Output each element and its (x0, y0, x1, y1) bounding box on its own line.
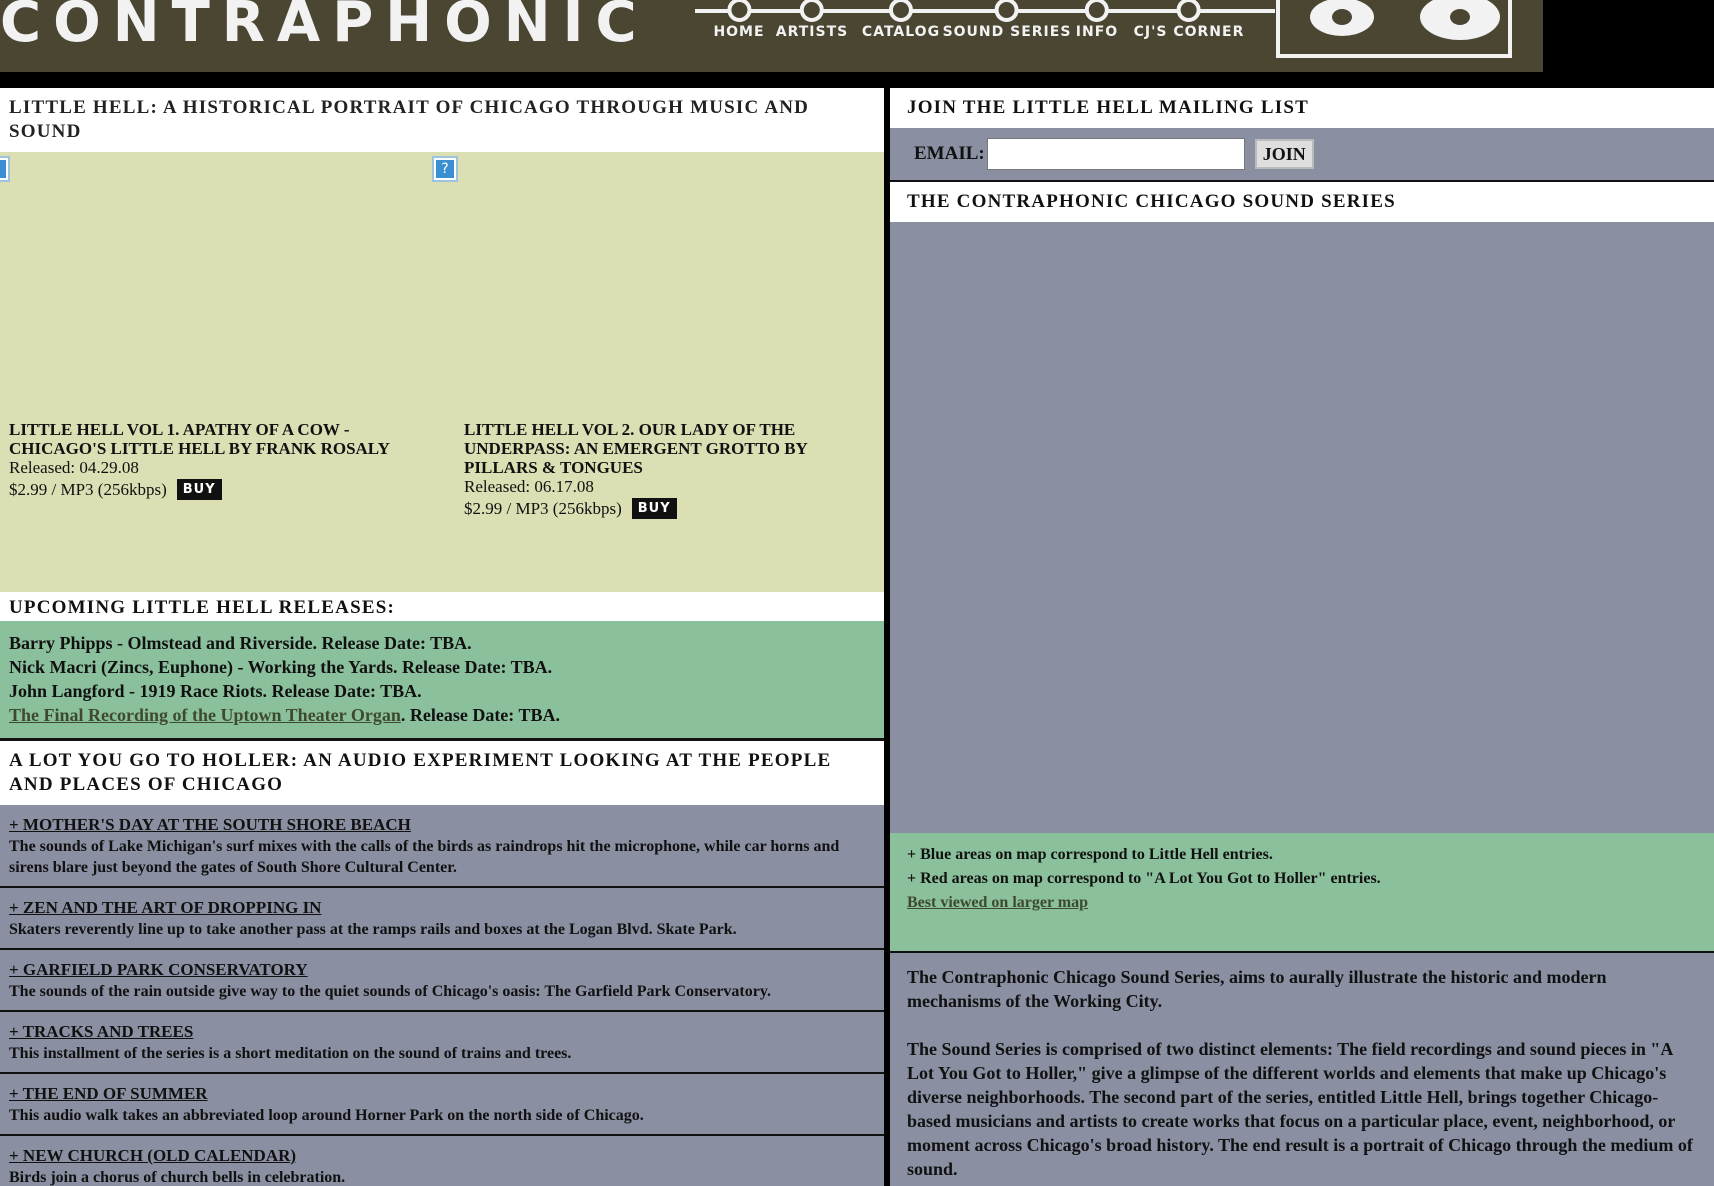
about-paragraph: The Contraphonic Chicago Sound Series, aims to aurally illustrate the historic and modern mechanisms of the Working City. (907, 967, 1607, 1011)
buy-button[interactable]: BUY (177, 479, 222, 500)
release-title: LITTLE HELL VOL 2. OUR LADY OF THE UNDERPASS: AN EMERGENT GROTTO BY PILLARS & TONGUES (464, 420, 808, 477)
release-price: $2.99 / MP3 (256kbps) BUY (9, 479, 429, 500)
holler-entry (0, 1136, 884, 1186)
sound-series-title: THE CONTRAPHONIC CHICAGO SOUND SERIES (890, 182, 1714, 222)
nav-item-cj-s-corner[interactable] (1134, 0, 1245, 40)
uptown-organ-link[interactable]: The Final Recording of the Uptown Theater Organ (9, 705, 401, 725)
holler-entry-title[interactable]: + ZEN AND THE ART OF DROPPING IN (9, 898, 322, 917)
nav-dot-icon (1085, 0, 1109, 22)
cassette-icon (1276, 0, 1512, 58)
site-header (0, 0, 1543, 72)
holler-entry-title[interactable]: + MOTHER'S DAY AT THE SOUTH SHORE BEACH (9, 815, 411, 834)
nav-item-sound-series[interactable] (943, 0, 1072, 40)
sound-series-about (890, 953, 1714, 1186)
reel-left-icon (1310, 0, 1374, 36)
holler-entry (0, 805, 884, 888)
join-button[interactable]: JOIN (1255, 139, 1314, 169)
upcoming-item: Barry Phipps - Olmstead and Riverside. Release Date: TBA. (9, 633, 472, 653)
holler-entry (0, 888, 884, 950)
holler-entry-desc: The sounds of Lake Michigan's surf mixes with the calls of the birds as raindrops hit the microphone, while car horns and sirens blare just beyond the gates of South Shore Cultural Center. (9, 838, 840, 876)
holler-entry-title[interactable]: + NEW CHURCH (OLD CALENDAR) (9, 1146, 297, 1165)
holler-entry-title[interactable]: + THE END OF SUMMER (9, 1084, 208, 1103)
nav-item-artists[interactable] (776, 0, 848, 40)
mailing-list-title: JOIN THE LITTLE HELL MAILING LIST (890, 88, 1714, 128)
holler-entry-desc: This audio walk takes an abbreviated loop around Horner Park on the north side of Chicago. (9, 1107, 644, 1124)
nav-link[interactable]: CATALOG (861, 24, 941, 40)
upcoming-item: Nick Macri (Zincs, Euphone) - Working the Yards. Release Date: TBA. (9, 657, 553, 677)
holler-entry (0, 1074, 884, 1136)
left-column (0, 88, 884, 1186)
upcoming-list (0, 621, 884, 741)
nav-link[interactable]: ARTISTS (775, 24, 849, 40)
legend-red: + Red areas on map correspond to "A Lot You Got to Holler" entries. (907, 870, 1381, 887)
nav-dot-icon (995, 0, 1019, 22)
sound-series-map[interactable] (890, 222, 1714, 833)
nav-link[interactable]: SOUND SERIES (942, 24, 1072, 40)
nav-item-catalog[interactable] (862, 0, 940, 40)
buy-button[interactable]: BUY (632, 498, 677, 519)
right-column (890, 88, 1714, 1186)
nav-dot-icon (1177, 0, 1201, 22)
release-title: LITTLE HELL VOL 1. APATHY OF A COW - CHICAGO'S LITTLE HELL BY FRANK ROSALY (9, 420, 390, 458)
little-hell-title: LITTLE HELL: A HISTORICAL PORTRAIT OF CHICAGO THROUGH MUSIC AND SOUND (0, 88, 884, 152)
release-price: $2.99 / MP3 (256kbps) BUY (464, 498, 884, 519)
holler-entry (0, 1012, 884, 1074)
holler-title: A LOT YOU GO TO HOLLER: AN AUDIO EXPERIMENT LOOKING AT THE PEOPLE AND PLACES OF CHICAGO (0, 741, 884, 805)
release-date: Released: 06.17.08 (464, 477, 594, 496)
larger-map-link[interactable]: Best viewed on larger map (907, 894, 1089, 911)
broken-image-icon: ? (432, 156, 458, 182)
email-label: EMAIL: (914, 143, 985, 164)
nav-dot-icon (889, 0, 913, 22)
release-date: Released: 04.29.08 (9, 458, 139, 477)
holler-entry-desc: Birds join a chorus of church bells in celebration. (9, 1169, 346, 1186)
holler-entry-title[interactable]: + GARFIELD PARK CONSERVATORY (9, 960, 308, 979)
nav-link[interactable]: HOME (713, 24, 765, 40)
nav-item-info[interactable] (1076, 0, 1118, 40)
holler-entry-desc: This installment of the series is a short meditation on the sound of trains and trees. (9, 1045, 572, 1062)
site-logo[interactable]: CONTRAPHONIC (0, 0, 649, 55)
upcoming-item: John Langford - 1919 Race Riots. Release Date: TBA. (9, 681, 422, 701)
nav-dot-icon (800, 0, 824, 22)
nav-dot-icon (727, 0, 751, 22)
little-hell-releases (0, 152, 884, 592)
holler-entry-title[interactable]: + TRACKS AND TREES (9, 1022, 194, 1041)
holler-entry-desc: The sounds of the rain outside give way to the quiet sounds of Chicago's oasis: The Garfield Park Conservatory. (9, 983, 771, 1000)
upcoming-item: The Final Recording of the Uptown Theater Organ. Release Date: TBA. (9, 705, 560, 725)
mailing-list-form (890, 128, 1714, 182)
release-vol2 (464, 420, 884, 519)
nav-link[interactable]: INFO (1075, 24, 1119, 40)
holler-entry (0, 950, 884, 1012)
broken-image-icon (0, 156, 10, 182)
email-field[interactable] (987, 138, 1245, 170)
nav-item-home[interactable] (713, 0, 764, 40)
about-paragraph: The Sound Series is comprised of two distinct elements: The field recordings and sound pieces in "A Lot You Got to Holler," give a glimpse of the different worlds and elements that make up Chicago's diverse neighborhoods. The second part of the series, entitled Little Hell, brings together Chicago-based musicians and artists to create works that focus on a particular place, event, neighborhood, or moment across Chicago's broad history. The end result is a portrait of Chicago through the medium of sound. (907, 1039, 1693, 1179)
legend-blue: + Blue areas on map correspond to Little Hell entries. (907, 846, 1273, 863)
reel-right-icon (1420, 0, 1500, 40)
upcoming-title: UPCOMING LITTLE HELL RELEASES: (0, 592, 884, 621)
holler-entry-desc: Skaters reverently line up to take another pass at the ramps rails and boxes at the Logan Blvd. Skate Park. (9, 921, 737, 938)
nav-link[interactable]: CJ'S CORNER (1133, 24, 1245, 40)
map-legend (890, 833, 1714, 953)
holler-entries (0, 805, 884, 1186)
release-vol1 (9, 420, 429, 500)
